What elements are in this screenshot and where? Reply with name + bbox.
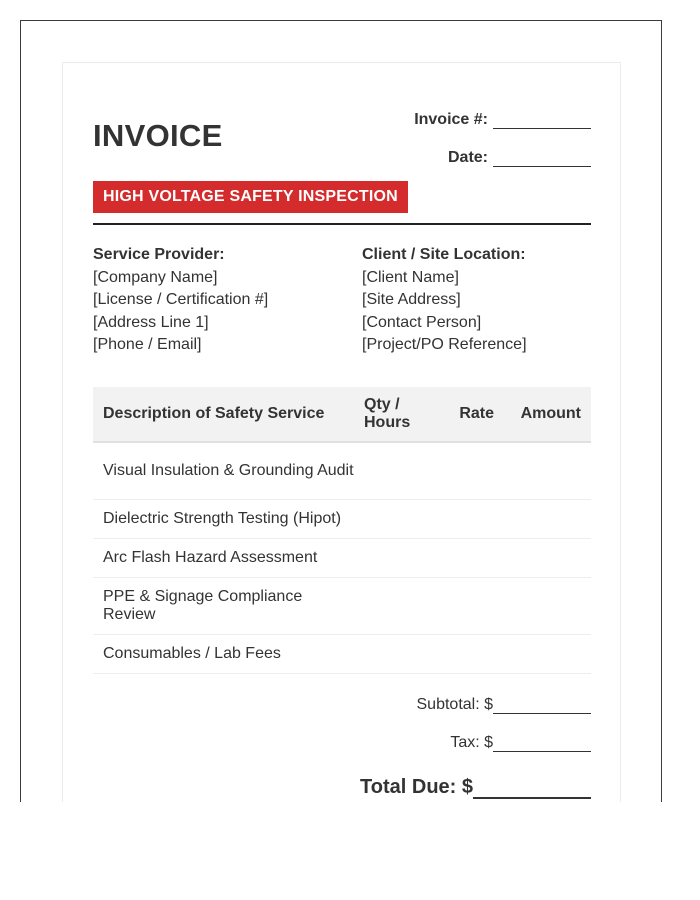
invoice-number-blank[interactable] [493, 115, 591, 129]
invoice-title: INVOICE [93, 118, 223, 153]
column-header-qty: Qty / Hours [364, 396, 411, 431]
client-block [362, 244, 527, 357]
client-po-reference: [Project/PO Reference] [362, 336, 527, 353]
client-site-address: [Site Address] [362, 291, 461, 308]
client-contact-person: [Contact Person] [362, 313, 482, 331]
client-name: [Client Name] [362, 268, 459, 286]
tax-label: Tax: $ [450, 734, 493, 751]
document-frame [20, 20, 662, 802]
invoice-page [62, 62, 621, 802]
provider-address: [Address Line 1] [93, 313, 209, 331]
provider-license: [License / Certification #] [93, 291, 269, 308]
service-provider-heading: Service Provider: [93, 246, 225, 263]
provider-company-name: [Company Name] [93, 268, 218, 286]
row-description: Dielectric Strength Testing (Hipot) [103, 510, 342, 527]
subtotal-label: Subtotal: $ [416, 696, 493, 713]
total-due-label: Total Due: $ [360, 776, 473, 798]
invoice-number-label: Invoice #: [414, 111, 488, 128]
subtotal-blank[interactable] [493, 700, 591, 714]
services-table [93, 387, 591, 674]
row-description: PPE & Signage Compliance Review [103, 588, 303, 623]
table-row [93, 578, 591, 635]
invoice-date-blank[interactable] [493, 153, 591, 167]
invoice-number-field [414, 109, 591, 129]
table-row [93, 443, 591, 500]
table-row [93, 635, 591, 674]
provider-contact: [Phone / Email] [93, 336, 202, 353]
table-row [93, 539, 591, 578]
row-description: Arc Flash Hazard Assessment [103, 549, 318, 566]
subtotal-field [417, 696, 592, 714]
row-description: Visual Insulation & Grounding Audit [103, 462, 354, 479]
column-header-amount: Amount [520, 405, 581, 422]
header-divider [93, 223, 591, 225]
total-due-field [360, 776, 591, 799]
service-provider-block [93, 244, 268, 357]
tax-field [450, 734, 591, 752]
service-banner: HIGH VOLTAGE SAFETY INSPECTION [93, 181, 408, 213]
table-row [93, 500, 591, 539]
invoice-date-field [448, 147, 591, 167]
column-header-rate: Rate [459, 405, 494, 422]
total-due-blank[interactable] [473, 781, 591, 799]
column-header-description: Description of Safety Service [103, 405, 325, 422]
invoice-date-label: Date: [447, 149, 488, 166]
row-description: Consumables / Lab Fees [103, 645, 281, 662]
table-header [93, 387, 591, 443]
client-heading: Client / Site Location: [362, 246, 526, 263]
tax-blank[interactable] [493, 738, 591, 752]
